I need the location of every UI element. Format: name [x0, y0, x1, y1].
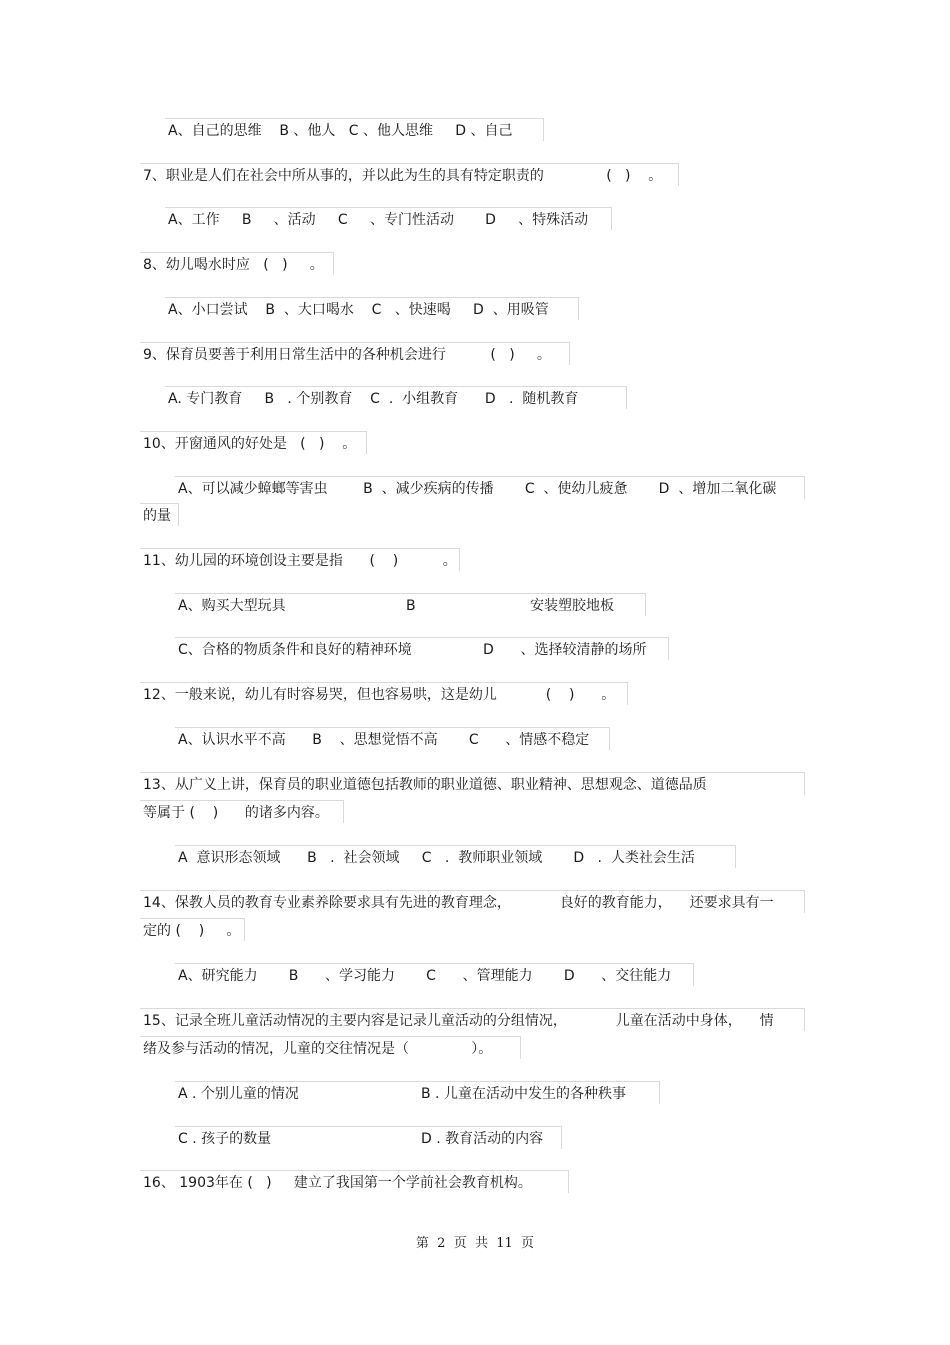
question-11: 11、幼儿园的环境创设主要是指 ( ) 。 [143, 553, 457, 569]
question-13: 13、从广义上讲，保育员的职业道德包括教师的职业道德、职业精神、思想观念、道德品质 [143, 777, 707, 793]
question-14: 14、保教人员的教育专业素养除要求具有先进的教育理念， 良好的教育能力， 还要求具有一 [143, 895, 774, 911]
q9-options: A. 专门教育 B . 个别教育 C . 小组教育 D . 随机教育 [168, 391, 579, 407]
q11-option-b-letter: B [406, 598, 416, 614]
question-8: 8、幼儿喝水时应 ( ) 。 [143, 257, 324, 273]
q15-option-b: B . 儿童在活动中发生的各种秩事 [421, 1086, 626, 1102]
page-number-footer: 第 2 页 共 11 页 [415, 1236, 535, 1251]
q11-options-cd: C、合格的物质条件和良好的精神环境 D 、选择较清静的场所 [178, 642, 647, 658]
question-7: 7、职业是人们在社会中所从事的，并以此为生的具有特定职责的 ( ) 。 [143, 168, 663, 184]
question-9: 9、保育员要善于利用日常生活中的各种机会进行 ( ) 。 [143, 347, 551, 363]
q11-option-b-text: 安装塑胶地板 [530, 598, 614, 614]
q12-options: A、认识水平不高 B 、思想觉悟不高 C 、情感不稳定 [178, 732, 590, 748]
q6-options: A、自己的思维 B 、他人 C 、他人思维 D 、自己 [168, 123, 513, 139]
q13-options: A 意识形态领域 B . 社会领域 C . 教师职业领域 D . 人类社会生活 [178, 850, 695, 866]
q7-options: A、工作 B 、活动 C 、专门性活动 D 、特殊活动 [168, 212, 589, 228]
q10-options: A、可以减少蟑螂等害虫 B 、减少疾病的传播 C 、使幼儿疲惫 D 、增加二氧化碳 [178, 481, 777, 497]
question-10: 10、开窗通风的好处是 ( ) 。 [143, 436, 357, 452]
question-13-continued: 等属于 ( ) 的诸多内容。 [143, 805, 329, 821]
q15-option-c: C . 孩子的数量 [178, 1131, 272, 1147]
q11-option-a: A、购买大型玩具 [178, 598, 286, 614]
question-15: 15、记录全班儿童活动情况的主要内容是记录儿童活动的分组情况， 儿童在活动中身体， 情 [143, 1013, 774, 1029]
question-15-continued: 绪及参与活动的情况，儿童的交往情况是（ ）。 [143, 1041, 493, 1057]
question-12: 12、一般来说，幼儿有时容易哭，但也容易哄，这是幼儿 ( ) 。 [143, 687, 616, 703]
q15-option-d: D . 教育活动的内容 [421, 1131, 544, 1147]
question-14-continued: 定的 ( ) 。 [143, 923, 241, 939]
q8-options: A、小口尝试 B 、大口喝水 C 、快速喝 D 、用吸管 [168, 302, 549, 318]
q14-options: A、研究能力 B 、学习能力 C 、管理能力 D 、交往能力 [178, 968, 672, 984]
q15-option-a: A . 个别儿童的情况 [178, 1086, 299, 1102]
question-16: 16、 1903年在 ( ) 建立了我国第一个学前社会教育机构。 [143, 1175, 532, 1191]
q10-options-continued: 的量 [143, 508, 171, 524]
